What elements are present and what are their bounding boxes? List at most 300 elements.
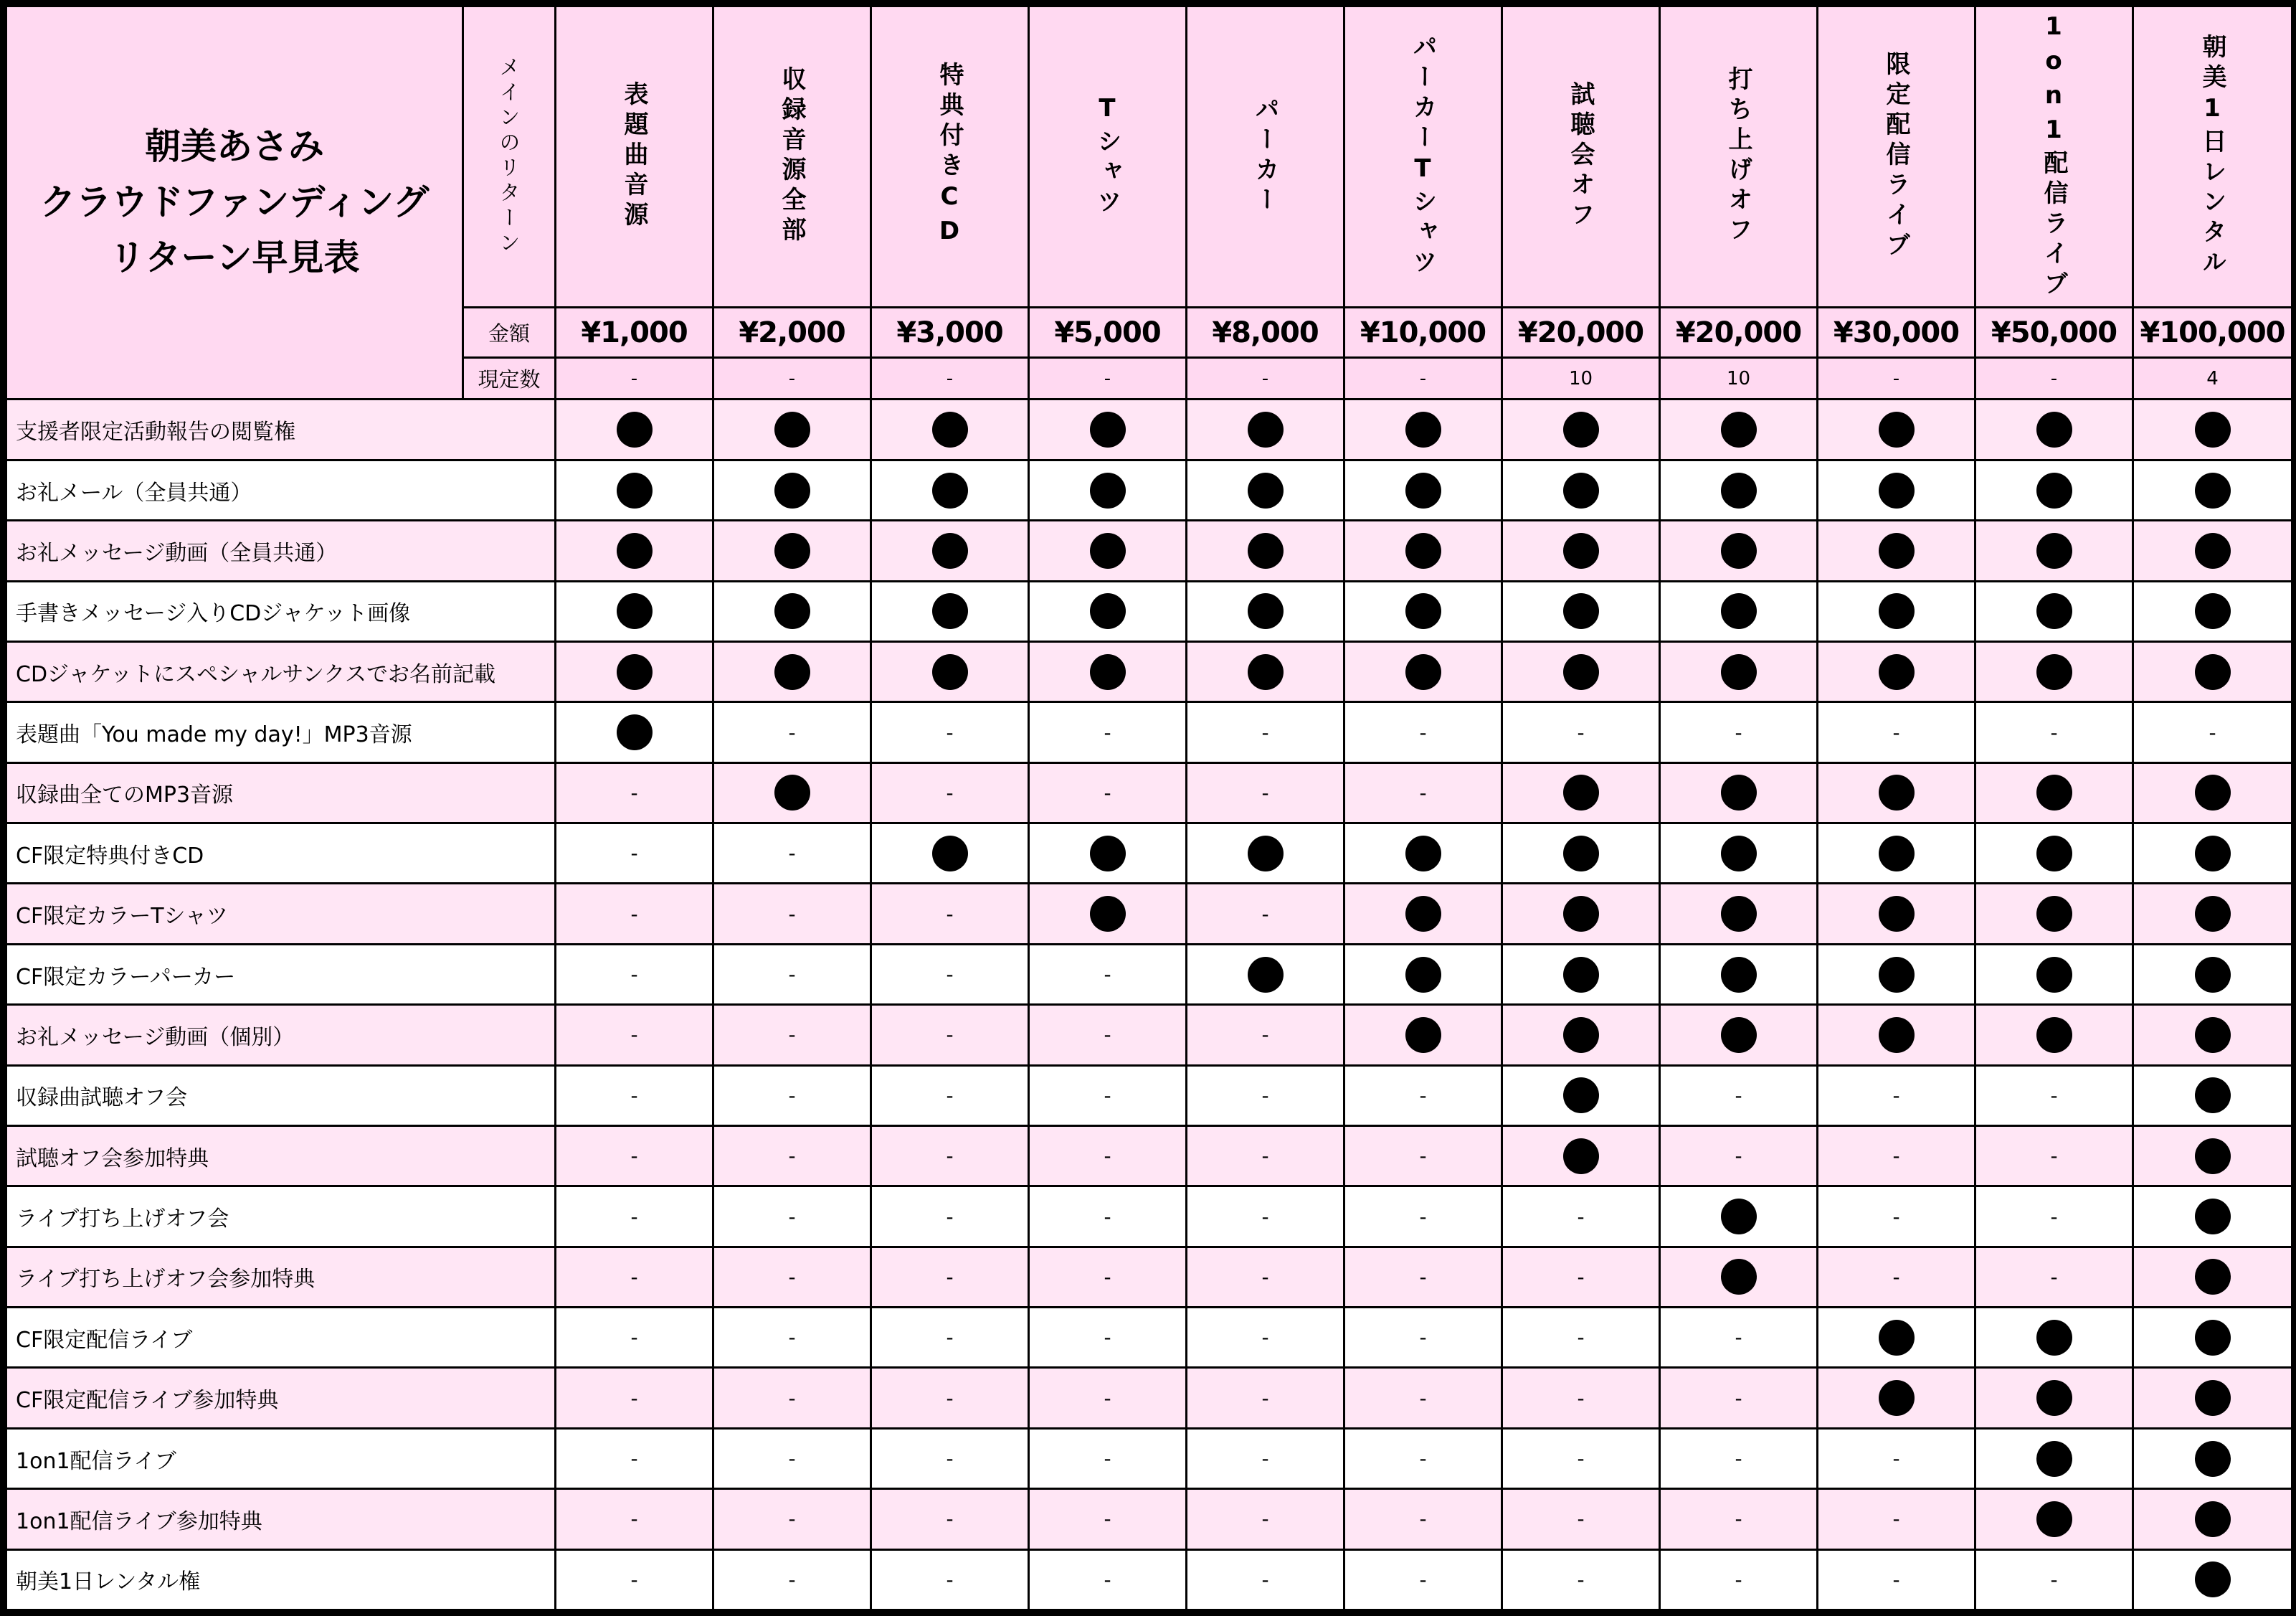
not-included-mark: -	[1577, 1507, 1585, 1531]
not-included-cell	[1029, 1186, 1187, 1247]
included-dot-icon	[1563, 775, 1599, 811]
not-included-cell	[1975, 1186, 2133, 1247]
included-dot-icon	[2036, 593, 2072, 629]
included-cell	[2133, 1247, 2292, 1307]
not-included-cell	[1029, 1065, 1187, 1125]
not-included-cell	[713, 1065, 871, 1125]
included-cell	[1344, 884, 1502, 944]
not-included-cell	[556, 1186, 713, 1247]
included-cell	[1502, 400, 1660, 460]
included-dot-icon	[1405, 1017, 1441, 1053]
included-cell	[1660, 1247, 1818, 1307]
not-included-cell	[1660, 1428, 1818, 1488]
not-included-cell	[1029, 702, 1187, 762]
plan-header	[1818, 6, 1975, 308]
included-cell	[556, 581, 713, 641]
not-included-mark: -	[1577, 1326, 1585, 1350]
not-included-cell	[713, 1247, 871, 1307]
included-dot-icon	[1879, 836, 1915, 871]
not-included-cell	[1187, 1308, 1344, 1368]
included-cell	[1502, 641, 1660, 701]
included-dot-icon	[774, 593, 810, 629]
plan-header	[871, 6, 1029, 308]
not-included-cell	[871, 1065, 1029, 1125]
included-cell	[1187, 521, 1344, 581]
included-dot-icon	[1090, 593, 1126, 629]
included-cell	[1818, 1005, 1975, 1065]
table-row	[6, 762, 2292, 823]
plan-name-row	[6, 6, 2292, 308]
not-included-mark: -	[1104, 963, 1111, 986]
item-label: 収録曲試聴オフ会	[6, 1065, 556, 1125]
included-cell	[713, 762, 871, 823]
not-included-cell	[556, 1125, 713, 1186]
included-cell	[1660, 521, 1818, 581]
plan-name: パーカーTシャツ	[1408, 34, 1437, 280]
included-dot-icon	[1721, 896, 1757, 932]
not-included-mark: -	[946, 1507, 954, 1531]
plan-header	[1502, 6, 1660, 308]
not-included-mark: -	[1577, 1386, 1585, 1410]
included-cell	[2133, 1549, 2292, 1610]
included-cell	[2133, 1186, 2292, 1247]
included-dot-icon	[2195, 1199, 2231, 1234]
included-cell	[2133, 460, 2292, 520]
not-included-cell	[871, 702, 1029, 762]
not-included-mark: -	[946, 1204, 954, 1229]
not-included-cell	[1975, 1065, 2133, 1125]
included-cell	[1818, 460, 1975, 520]
included-cell	[1502, 884, 1660, 944]
plan-name: 打ち上げオフ	[1724, 66, 1752, 247]
included-cell	[1187, 460, 1344, 520]
not-included-cell	[556, 762, 713, 823]
plan-name: Tシャツ	[1093, 94, 1121, 219]
not-included-cell	[1975, 702, 2133, 762]
included-dot-icon	[2036, 1501, 2072, 1537]
not-included-mark: -	[2050, 1567, 2058, 1592]
included-cell	[1187, 641, 1344, 701]
included-dot-icon	[1879, 775, 1915, 811]
not-included-mark: -	[1104, 1265, 1111, 1289]
included-cell	[2133, 581, 2292, 641]
not-included-cell	[1344, 702, 1502, 762]
included-dot-icon	[2195, 1501, 2231, 1537]
not-included-cell	[1187, 1005, 1344, 1065]
item-label: お礼メッセージ動画（個別）	[6, 1005, 556, 1065]
not-included-mark: -	[788, 1447, 796, 1470]
not-included-mark: -	[630, 1083, 638, 1107]
plan-price: ¥10,000	[1344, 307, 1502, 357]
included-dot-icon	[1879, 533, 1915, 569]
table-row	[6, 1247, 2292, 1307]
not-included-cell	[1029, 1549, 1187, 1610]
included-dot-icon	[1090, 533, 1126, 569]
not-included-cell	[1029, 1368, 1187, 1428]
included-cell	[871, 400, 1029, 460]
not-included-mark: -	[1577, 1265, 1585, 1289]
not-included-cell	[713, 1489, 871, 1549]
included-dot-icon	[2195, 896, 2231, 932]
not-included-cell	[1029, 762, 1187, 823]
included-cell	[1502, 944, 1660, 1004]
table-title: 朝美あさみ クラウドファンディング リターン早見表	[6, 6, 463, 400]
plan-price: ¥50,000	[1975, 307, 2133, 357]
not-included-mark: -	[1419, 1326, 1427, 1350]
plan-header	[713, 6, 871, 308]
not-included-cell	[1818, 1125, 1975, 1186]
not-included-mark: -	[946, 780, 954, 805]
not-included-cell	[556, 1489, 713, 1549]
plan-header	[1975, 6, 2133, 308]
not-included-mark: -	[1892, 1507, 1900, 1531]
not-included-mark: -	[788, 1386, 796, 1410]
plan-stock: -	[556, 358, 713, 400]
not-included-mark: -	[630, 1567, 638, 1592]
included-dot-icon	[1879, 1320, 1915, 1356]
plan-stock: 4	[2133, 358, 2292, 400]
table-row	[6, 1489, 2292, 1549]
included-dot-icon	[1405, 593, 1441, 629]
included-cell	[1502, 762, 1660, 823]
not-included-mark: -	[788, 963, 796, 986]
included-cell	[2133, 1308, 2292, 1368]
included-cell	[2133, 1368, 2292, 1428]
plan-stock: -	[871, 358, 1029, 400]
included-dot-icon	[2036, 1320, 2072, 1356]
not-included-mark: -	[630, 1386, 638, 1410]
included-cell	[1975, 400, 2133, 460]
not-included-cell	[1187, 1065, 1344, 1125]
plan-price: ¥100,000	[2133, 307, 2292, 357]
included-dot-icon	[2036, 1380, 2072, 1416]
not-included-mark: -	[1419, 1567, 1427, 1592]
not-included-cell	[713, 1428, 871, 1488]
plan-header	[1660, 6, 1818, 308]
included-dot-icon	[1563, 1138, 1599, 1174]
table-row	[6, 944, 2292, 1004]
included-cell	[1029, 641, 1187, 701]
not-included-cell	[1502, 1549, 1660, 1610]
included-cell	[1029, 823, 1187, 884]
not-included-mark: -	[1104, 720, 1111, 745]
not-included-mark: -	[2050, 1204, 2058, 1229]
item-label: 表題曲「You made my day!」MP3音源	[6, 702, 556, 762]
not-included-mark: -	[946, 1144, 954, 1168]
included-cell	[1502, 1065, 1660, 1125]
plan-price: ¥2,000	[713, 307, 871, 357]
not-included-cell	[1660, 1065, 1818, 1125]
not-included-mark: -	[1577, 1567, 1585, 1592]
included-dot-icon	[1721, 593, 1757, 629]
included-cell	[871, 521, 1029, 581]
plan-price: ¥30,000	[1818, 307, 1975, 357]
included-cell	[1975, 1489, 2133, 1549]
included-cell	[2133, 762, 2292, 823]
not-included-mark: -	[630, 1144, 638, 1168]
included-dot-icon	[1721, 775, 1757, 811]
included-cell	[1344, 641, 1502, 701]
not-included-mark: -	[1261, 720, 1269, 745]
included-dot-icon	[1721, 412, 1757, 448]
not-included-cell	[1187, 702, 1344, 762]
included-dot-icon	[1090, 473, 1126, 509]
included-dot-icon	[2036, 1441, 2072, 1477]
included-dot-icon	[2195, 473, 2231, 509]
not-included-cell	[871, 762, 1029, 823]
included-dot-icon	[2036, 775, 2072, 811]
included-dot-icon	[1879, 1017, 1915, 1053]
not-included-mark: -	[1104, 1507, 1111, 1531]
plan-header	[1029, 6, 1187, 308]
included-dot-icon	[774, 775, 810, 811]
not-included-mark: -	[1892, 1204, 1900, 1229]
not-included-mark: -	[1261, 780, 1269, 805]
not-included-cell	[556, 823, 713, 884]
not-included-cell	[1029, 1308, 1187, 1368]
not-included-mark: -	[1261, 1447, 1269, 1470]
not-included-cell	[1029, 1489, 1187, 1549]
plan-name: 試聴会オフ	[1566, 81, 1595, 232]
included-cell	[713, 581, 871, 641]
included-cell	[1344, 400, 1502, 460]
not-included-cell	[1660, 1368, 1818, 1428]
not-included-mark: -	[1419, 1386, 1427, 1410]
item-label: 収録曲全てのMP3音源	[6, 762, 556, 823]
not-included-cell	[713, 1549, 871, 1610]
not-included-mark: -	[1419, 1144, 1427, 1168]
table-row	[6, 1125, 2292, 1186]
plan-stock: -	[1344, 358, 1502, 400]
included-dot-icon	[1879, 896, 1915, 932]
not-included-cell	[2133, 702, 2292, 762]
not-included-mark: -	[788, 1144, 796, 1168]
included-cell	[2133, 521, 2292, 581]
stock-label: 現定数	[463, 358, 556, 400]
not-included-cell	[1818, 1428, 1975, 1488]
included-dot-icon	[1248, 412, 1284, 448]
not-included-cell	[1975, 1125, 2133, 1186]
not-included-mark: -	[1735, 1386, 1742, 1410]
included-dot-icon	[1879, 957, 1915, 993]
not-included-mark: -	[1892, 1265, 1900, 1289]
not-included-mark: -	[1261, 1386, 1269, 1410]
not-included-cell	[1818, 1065, 1975, 1125]
item-label: 試聴オフ会参加特典	[6, 1125, 556, 1186]
table-row	[6, 521, 2292, 581]
not-included-mark: -	[1261, 1144, 1269, 1168]
included-dot-icon	[1721, 1259, 1757, 1295]
not-included-cell	[556, 1065, 713, 1125]
not-included-mark: -	[630, 1265, 638, 1289]
included-dot-icon	[1563, 654, 1599, 690]
item-label: CF限定カラーパーカー	[6, 944, 556, 1004]
included-cell	[1502, 823, 1660, 884]
included-cell	[1344, 521, 1502, 581]
not-included-cell	[713, 1005, 871, 1065]
included-dot-icon	[2036, 957, 2072, 993]
not-included-cell	[556, 1549, 713, 1610]
not-included-mark: -	[2050, 1265, 2058, 1289]
plan-header	[1344, 6, 1502, 308]
included-dot-icon	[1563, 593, 1599, 629]
included-dot-icon	[2195, 1138, 2231, 1174]
not-included-mark: -	[1104, 780, 1111, 805]
included-dot-icon	[2195, 1017, 2231, 1053]
included-cell	[1660, 884, 1818, 944]
included-cell	[1975, 460, 2133, 520]
not-included-cell	[1187, 1125, 1344, 1186]
not-included-mark: -	[788, 1507, 796, 1531]
included-cell	[1660, 400, 1818, 460]
not-included-cell	[1975, 1247, 2133, 1307]
included-cell	[1187, 944, 1344, 1004]
included-cell	[1818, 884, 1975, 944]
included-dot-icon	[617, 412, 653, 448]
table-row	[6, 884, 2292, 944]
not-included-cell	[1187, 1428, 1344, 1488]
not-included-mark: -	[946, 1386, 954, 1410]
included-dot-icon	[774, 412, 810, 448]
not-included-mark: -	[630, 963, 638, 986]
not-included-mark: -	[788, 1204, 796, 1229]
included-cell	[2133, 400, 2292, 460]
not-included-mark: -	[946, 963, 954, 986]
included-cell	[1029, 581, 1187, 641]
not-included-cell	[1818, 1247, 1975, 1307]
not-included-mark: -	[946, 720, 954, 745]
not-included-mark: -	[788, 1567, 796, 1592]
not-included-mark: -	[946, 1083, 954, 1107]
not-included-cell	[871, 1005, 1029, 1065]
included-cell	[556, 702, 713, 762]
price-label: 金額	[463, 307, 556, 357]
included-dot-icon	[1563, 836, 1599, 871]
table-row	[6, 1428, 2292, 1488]
not-included-cell	[713, 1368, 871, 1428]
table-row	[6, 460, 2292, 520]
included-dot-icon	[774, 473, 810, 509]
plan-name: 限定配信ライブ	[1882, 51, 1910, 263]
included-cell	[1660, 581, 1818, 641]
included-dot-icon	[1248, 836, 1284, 871]
not-included-mark: -	[1261, 1083, 1269, 1107]
included-dot-icon	[2195, 775, 2231, 811]
not-included-cell	[871, 1428, 1029, 1488]
included-cell	[556, 400, 713, 460]
not-included-cell	[1029, 1428, 1187, 1488]
included-dot-icon	[932, 654, 968, 690]
not-included-cell	[556, 1005, 713, 1065]
not-included-cell	[556, 1428, 713, 1488]
included-cell	[1029, 521, 1187, 581]
included-dot-icon	[1563, 473, 1599, 509]
plan-header	[556, 6, 713, 308]
not-included-mark: -	[788, 841, 796, 866]
not-included-mark: -	[1892, 1447, 1900, 1470]
included-dot-icon	[1721, 473, 1757, 509]
plan-stock: -	[713, 358, 871, 400]
included-cell	[1975, 521, 2133, 581]
plan-price: ¥20,000	[1502, 307, 1660, 357]
not-included-mark: -	[1104, 1144, 1111, 1168]
not-included-cell	[1344, 1065, 1502, 1125]
not-included-cell	[1187, 1549, 1344, 1610]
not-included-cell	[1344, 1549, 1502, 1610]
not-included-mark: -	[1735, 1447, 1742, 1470]
table-row	[6, 1549, 2292, 1610]
not-included-mark: -	[1892, 1144, 1900, 1168]
included-cell	[1818, 581, 1975, 641]
included-cell	[2133, 1489, 2292, 1549]
included-cell	[2133, 884, 2292, 944]
included-cell	[2133, 944, 2292, 1004]
not-included-mark: -	[1735, 720, 1742, 745]
not-included-mark: -	[1735, 1567, 1742, 1592]
not-included-mark: -	[788, 1023, 796, 1047]
included-dot-icon	[932, 473, 968, 509]
plan-stock: 10	[1660, 358, 1818, 400]
not-included-mark: -	[788, 902, 796, 926]
not-included-mark: -	[1735, 1083, 1742, 1107]
included-dot-icon	[1879, 1380, 1915, 1416]
not-included-mark: -	[1735, 1144, 1742, 1168]
included-cell	[1187, 823, 1344, 884]
not-included-mark: -	[1104, 1083, 1111, 1107]
not-included-cell	[1344, 1125, 1502, 1186]
included-dot-icon	[1405, 533, 1441, 569]
not-included-cell	[1975, 1549, 2133, 1610]
item-label: CF限定特典付きCD	[6, 823, 556, 884]
included-dot-icon	[2195, 1259, 2231, 1295]
table-row	[6, 702, 2292, 762]
not-included-mark: -	[946, 1023, 954, 1047]
table-row	[6, 1186, 2292, 1247]
included-cell	[1502, 1125, 1660, 1186]
not-included-mark: -	[1577, 1204, 1585, 1229]
table-row	[6, 1005, 2292, 1065]
included-cell	[1660, 641, 1818, 701]
not-included-mark: -	[1419, 780, 1427, 805]
included-dot-icon	[2195, 1380, 2231, 1416]
included-dot-icon	[2036, 473, 2072, 509]
not-included-mark: -	[946, 1447, 954, 1470]
not-included-cell	[1029, 1247, 1187, 1307]
plan-name: 朝美1日レンタル	[2198, 34, 2226, 280]
not-included-mark: -	[1261, 1326, 1269, 1350]
included-dot-icon	[2036, 1017, 2072, 1053]
included-dot-icon	[1248, 593, 1284, 629]
not-included-cell	[1187, 1368, 1344, 1428]
included-dot-icon	[1563, 1017, 1599, 1053]
included-dot-icon	[932, 412, 968, 448]
not-included-cell	[1344, 1368, 1502, 1428]
included-cell	[1660, 762, 1818, 823]
not-included-mark: -	[1892, 1567, 1900, 1592]
included-dot-icon	[2195, 1441, 2231, 1477]
included-dot-icon	[1721, 654, 1757, 690]
included-cell	[1029, 400, 1187, 460]
item-label: 支援者限定活動報告の閲覧権	[6, 400, 556, 460]
included-dot-icon	[1721, 957, 1757, 993]
included-dot-icon	[1090, 654, 1126, 690]
main-return-label: メインのリターン	[496, 56, 521, 257]
included-cell	[1818, 521, 1975, 581]
included-cell	[1344, 581, 1502, 641]
included-cell	[1975, 581, 2133, 641]
not-included-mark: -	[630, 1447, 638, 1470]
not-included-mark: -	[946, 902, 954, 926]
